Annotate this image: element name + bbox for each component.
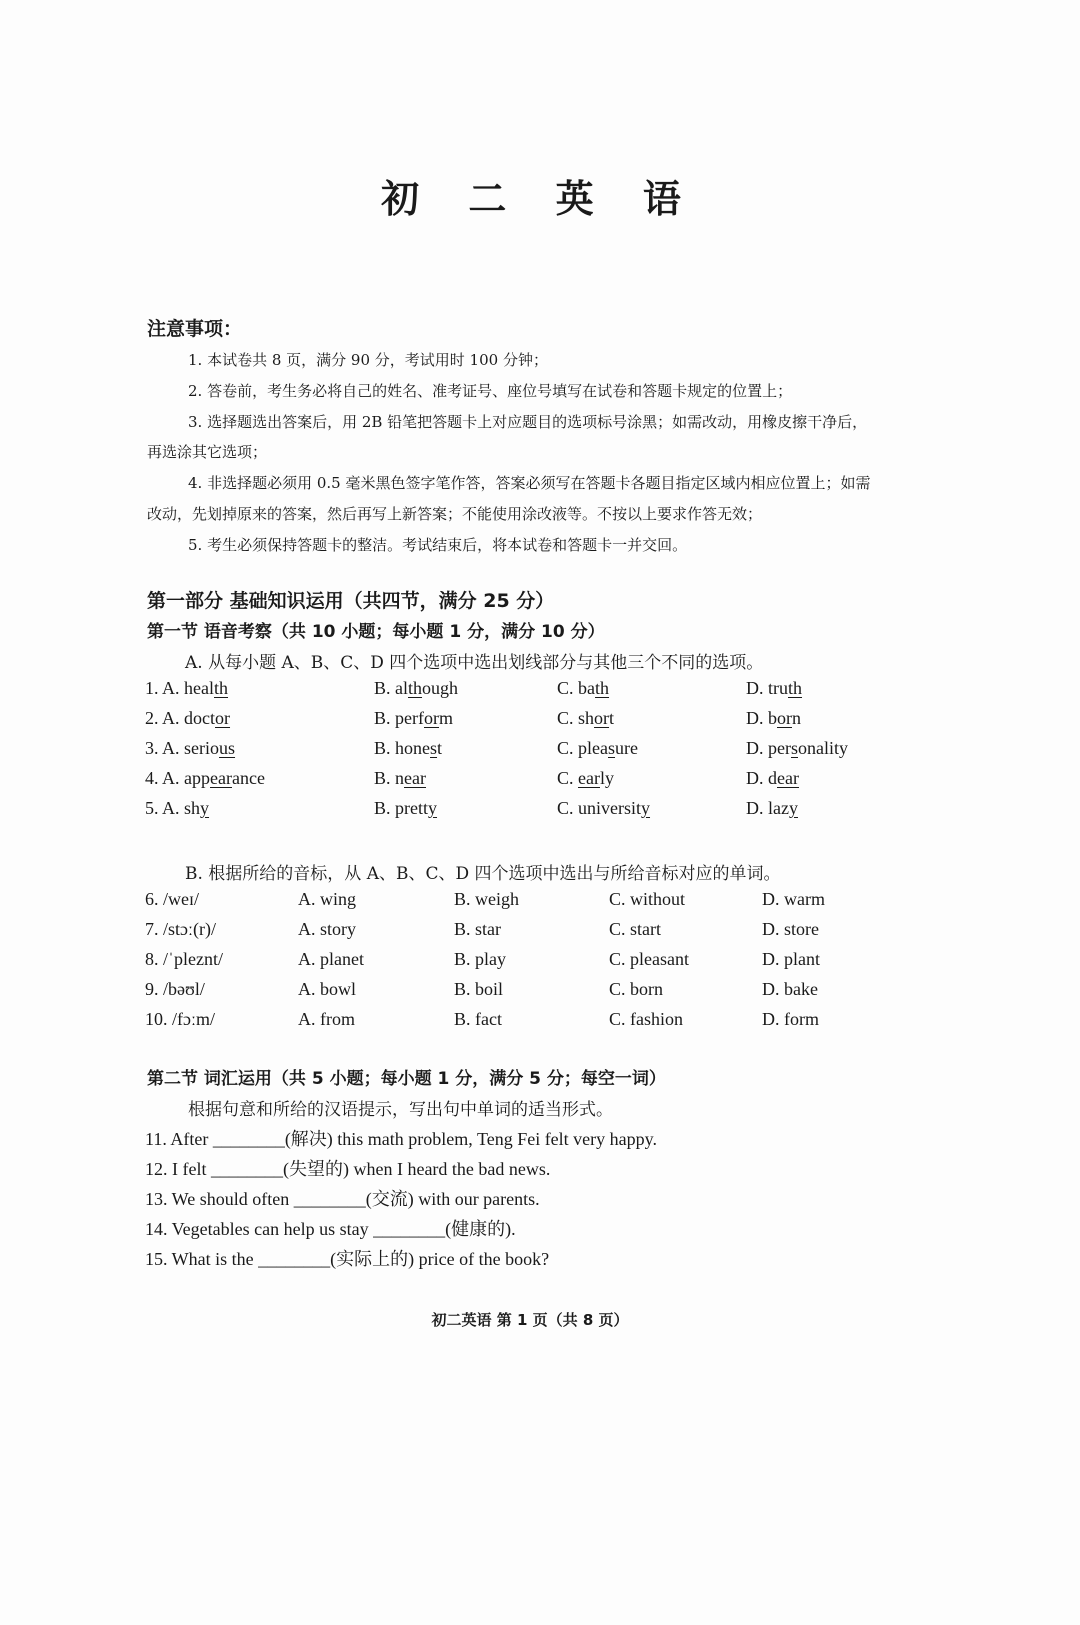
page-title: 初 二 英 语 — [381, 177, 699, 221]
question-7-option-a: A. story — [298, 919, 356, 939]
question-2-option-c: C. short — [557, 708, 615, 728]
question-6-option-b: B. weigh — [454, 889, 519, 909]
section1-heading: 第一节 语音考察（共 10 小题；每小题 1 分，满分 10 分） — [147, 622, 605, 642]
question-4-option-a: 4. A. appearance — [145, 768, 265, 788]
question-2-option-a: 2. A. doctor — [145, 708, 231, 728]
question-8-option-b: B. play — [454, 949, 506, 969]
notice-line: 3. 选择题选出答案后，用 2B 铅笔把答题卡上对应题目的选项标号涂黑；如需改动，用橡皮擦干净后， — [188, 413, 868, 431]
question-1-option-a: 1. A. health — [145, 678, 229, 698]
question-4-option-d: D. dear — [746, 768, 799, 788]
question-9-option-b: B. boil — [454, 979, 504, 999]
page-footer: 初二英语 第 1 页（共 8 页） — [431, 1311, 629, 1329]
notice-line: 1. 本试卷共 8 页，满分 90 分，考试用时 100 分钟； — [188, 351, 548, 369]
question-6-option-c: C. without — [609, 889, 686, 909]
question-3-option-a: 3. A. serious — [145, 738, 236, 758]
question-6-option-d: D. warm — [762, 889, 825, 909]
question-7-option-c: C. start — [609, 919, 661, 939]
question-8-option-d: D. plant — [762, 949, 820, 969]
question-9-option-a: A. bowl — [298, 979, 356, 999]
question-1-option-c: C. bath — [557, 678, 610, 698]
question-7-option-b: B. star — [454, 919, 501, 939]
question-3-option-c: C. pleasure — [557, 738, 638, 758]
question-8-option-a: A. planet — [298, 949, 364, 969]
question-10-phonetic: 10. /fɔːm/ — [145, 1009, 215, 1029]
part1-heading: 第一部分 基础知识运用（共四节，满分 25 分） — [147, 590, 555, 612]
question-10-option-b: B. fact — [454, 1009, 502, 1029]
question-9-phonetic: 9. /bəʊl/ — [145, 979, 205, 999]
section2-instruction: 根据句意和所给的汉语提示，写出句中单词的适当形式。 — [188, 1100, 613, 1120]
question-1-option-b: B. although — [374, 678, 459, 698]
question-7-option-d: D. store — [762, 919, 819, 939]
question-4-option-b: B. near — [374, 768, 426, 788]
notice-line: 4. 非选择题必须用 0.5 毫米黑色签字笔作答，答案必须写在答题卡各题目指定区域内相应位置上；如需 — [188, 474, 871, 492]
question-8-phonetic: 8. /ˈpleznt/ — [145, 949, 223, 969]
notice-line: 再选涂其它选项； — [147, 443, 268, 461]
question-12: 12. I felt ________(失望的) when I heard the bad news. — [145, 1159, 551, 1179]
question-5-option-c: C. university — [557, 798, 651, 818]
question-1-option-d: D. truth — [746, 678, 803, 698]
question-4-option-c: C. early — [557, 768, 615, 788]
notice-heading: 注意事项： — [147, 318, 243, 340]
question-3-option-d: D. personality — [746, 738, 848, 758]
question-2-option-d: D. born — [746, 708, 801, 728]
question-9-option-c: C. born — [609, 979, 663, 999]
question-8-option-c: C. pleasant — [609, 949, 689, 969]
question-6-option-a: A. wing — [298, 889, 356, 909]
question-10-option-d: D. form — [762, 1009, 819, 1029]
question-11: 11. After ________(解决) this math problem, Teng Fei felt very happy. — [145, 1129, 657, 1149]
section2-heading: 第二节 词汇运用（共 5 小题；每小题 1 分，满分 5 分；每空一词） — [147, 1069, 666, 1089]
question-3-option-b: B. honest — [374, 738, 443, 758]
question-14: 14. Vegetables can help us stay ________(健康的). — [145, 1219, 516, 1239]
question-7-phonetic: 7. /stɔː(r)/ — [145, 919, 216, 939]
section1-a-instruction: A. 从每小题 A、B、C、D 四个选项中选出划线部分与其他三个不同的选项。 — [185, 653, 764, 673]
notice-line: 2. 答卷前，考生务必将自己的姓名、准考证号、座位号填写在试卷和答题卡规定的位置上； — [188, 382, 793, 400]
question-5-option-d: D. lazy — [746, 798, 798, 818]
notice-line: 改动，先划掉原来的答案，然后再写上新答案；不能使用涂改液等。不按以上要求作答无效； — [147, 505, 763, 523]
question-2-option-b: B. perform — [374, 708, 454, 728]
question-15: 15. What is the ________(实际上的) price of the book? — [145, 1249, 550, 1269]
question-5-option-b: B. pretty — [374, 798, 438, 818]
question-6-phonetic: 6. /weɪ/ — [145, 889, 199, 909]
question-10-option-c: C. fashion — [609, 1009, 683, 1029]
question-13: 13. We should often ________(交流) with our parents. — [145, 1189, 540, 1209]
question-10-option-a: A. from — [298, 1009, 355, 1029]
question-9-option-d: D. bake — [762, 979, 818, 999]
section1-b-instruction: B. 根据所给的音标，从 A、B、C、D 四个选项中选出与所给音标对应的单词。 — [185, 864, 781, 884]
notice-line: 5. 考生必须保持答题卡的整洁。考试结束后，将本试卷和答题卡一并交回。 — [188, 536, 688, 554]
question-5-option-a: 5. A. shy — [145, 798, 210, 818]
